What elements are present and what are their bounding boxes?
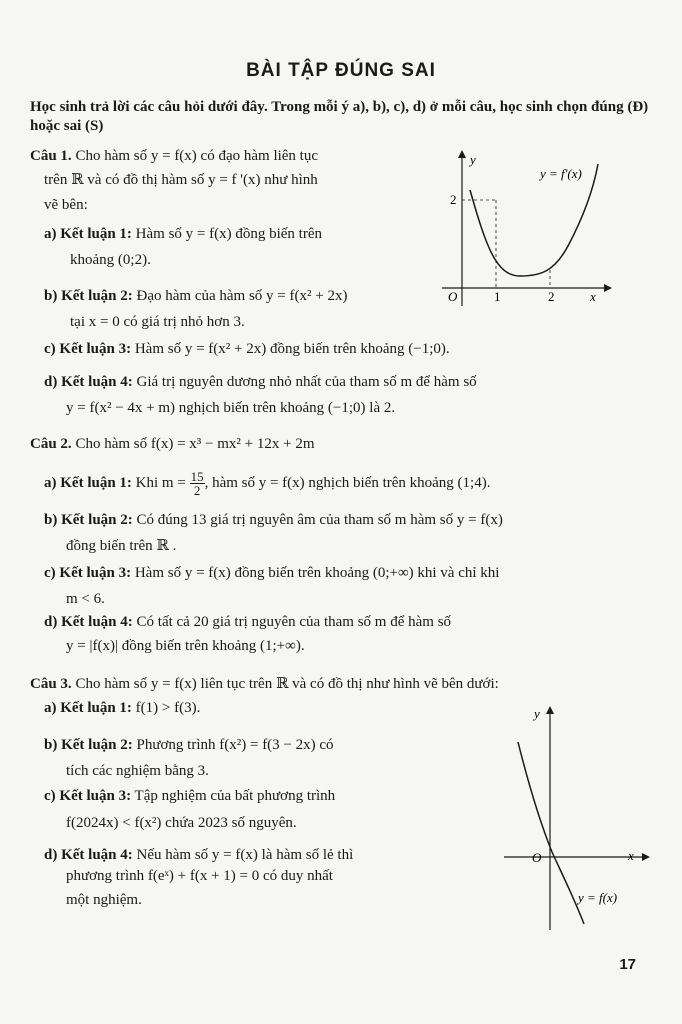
q3-option-c: c) Kết luận 3: Tập nghiệm của bất phương trình bbox=[44, 788, 336, 804]
q3-y-label: y bbox=[534, 706, 540, 721]
q1-option-a: a) Kết luận 1: Hàm số y = f(x) đồng biến trên bbox=[44, 226, 323, 242]
q1-option-b: b) Kết luận 2: Đạo hàm của hàm số y = f(x² + 2x) bbox=[44, 288, 348, 304]
q3-option-b-line2: tích các nghiệm bằng 3. bbox=[66, 763, 209, 779]
q2-label: Câu 2. bbox=[30, 436, 72, 452]
q1-origin: O bbox=[448, 289, 458, 304]
q1-option-d-line2: y = f(x² − 4x + m) nghịch biến trên khoảng (−1;0) là 2. bbox=[66, 400, 396, 416]
q3-function-graph bbox=[500, 702, 650, 932]
q3-origin: O bbox=[532, 850, 542, 865]
q2-option-a: a) Kết luận 1: Khi m = $\frac{15}{2}$ , hàm số y = f(x) nghịch biến trên khoảng (1;4). bbox=[44, 469, 491, 498]
page-number: 17 bbox=[619, 956, 636, 973]
page-title: BÀI TẬP ĐÚNG SAI bbox=[246, 60, 436, 81]
q3-x-label: x bbox=[628, 848, 634, 863]
q1-option-c: c) Kết luận 3: Hàm số y = f(x² + 2x) đồng biến trên khoảng (−1;0). bbox=[44, 341, 450, 357]
q2-option-b-line2: đồng biến trên ℝ . bbox=[66, 538, 177, 554]
q1-x-label: x bbox=[590, 289, 596, 304]
q2-option-d: d) Kết luận 4: Có tất cả 20 giá trị nguyên của tham số m để hàm số bbox=[44, 614, 452, 630]
q3-option-d: d) Kết luận 4: Nếu hàm số y = f(x) là hàm số lẻ thì bbox=[44, 847, 354, 863]
q3-label: Câu 3. bbox=[30, 676, 72, 692]
q1-stem-line1: Câu 1. Cho hàm số y = f(x) có đạo hàm liên tục bbox=[30, 148, 319, 164]
q1-curve-label: y = f'(x) bbox=[540, 166, 582, 181]
q3-option-c-line2: f(2024x) < f(x²) chứa 2023 số nguyên. bbox=[66, 815, 297, 831]
instructions: Học sinh trả lời các câu hỏi dưới đây. Trong mỗi ý a), b), c), d) ở mỗi câu, học sinh chọn đúng (Đ) hoặc sai (S) bbox=[30, 99, 649, 134]
q2-option-c-line2: m < 6. bbox=[66, 591, 105, 607]
q3-x-arrow-icon bbox=[642, 853, 650, 861]
q1-tick-y2: 2 bbox=[450, 192, 457, 207]
q1-label: Câu 1. bbox=[30, 148, 72, 164]
q2-option-b: b) Kết luận 2: Có đúng 13 giá trị nguyên âm của tham số m hàm số y = f(x) bbox=[44, 512, 503, 528]
q1-y-arrow-icon bbox=[458, 150, 466, 158]
q1-stem-line3: vẽ bên: bbox=[44, 197, 88, 213]
q1-stem-line2: trên ℝ và có đồ thị hàm số y = f '(x) như hình bbox=[44, 172, 318, 188]
q1-derivative-graph bbox=[436, 146, 612, 306]
q2-fraction: $\frac{15}{2}$ bbox=[190, 469, 204, 498]
q2-stem: Câu 2. Cho hàm số f(x) = x³ − mx² + 12x + 2m bbox=[30, 436, 315, 452]
q3-curve bbox=[518, 742, 584, 924]
q2-option-c: c) Kết luận 3: Hàm số y = f(x) đồng biến trên khoảng (0;+∞) khi và chỉ khi bbox=[44, 565, 500, 581]
q1-x-arrow-icon bbox=[604, 284, 612, 292]
q1-option-a-line2: khoảng (0;2). bbox=[70, 252, 151, 268]
q3-y-arrow-icon bbox=[546, 706, 554, 714]
q1-tick-x1: 1 bbox=[494, 289, 501, 304]
q3-option-a: a) Kết luận 1: f(1) > f(3). bbox=[44, 700, 201, 716]
q1-option-b-line2: tại x = 0 có giá trị nhỏ hơn 3. bbox=[70, 314, 245, 330]
q3-option-b: b) Kết luận 2: Phương trình f(x²) = f(3 − 2x) có bbox=[44, 737, 334, 753]
q3-option-d-line2: phương trình f(eˣ) + f(x + 1) = 0 có duy nhất bbox=[66, 868, 333, 884]
q3-curve-label: y = f(x) bbox=[578, 890, 618, 905]
q1-option-d: d) Kết luận 4: Giá trị nguyên dương nhỏ nhất của tham số m để hàm số bbox=[44, 374, 477, 390]
q1-y-label: y bbox=[470, 152, 476, 167]
q3-option-d-line3: một nghiệm. bbox=[66, 892, 142, 908]
q1-tick-x2: 2 bbox=[548, 289, 555, 304]
q2-option-d-line2: y = |f(x)| đồng biến trên khoảng (1;+∞). bbox=[66, 638, 305, 654]
q3-stem: Câu 3. Cho hàm số y = f(x) liên tục trên ℝ và có đồ thị như hình vẽ bên dưới: bbox=[30, 676, 499, 692]
